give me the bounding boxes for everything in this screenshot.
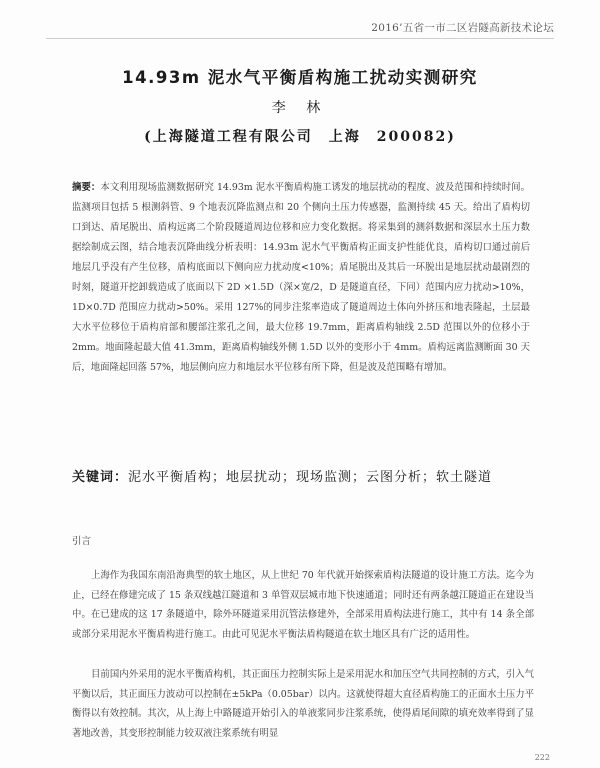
abstract-block: [72, 178, 530, 378]
paper-author: 李 林: [271, 100, 329, 116]
body-text: [72, 566, 534, 743]
page-number: 222: [534, 753, 550, 762]
keywords-label: 关键词：: [72, 470, 129, 485]
paper-affiliation: (上海隧道工程有限公司 上海 200082): [144, 129, 456, 145]
abstract-text: 本文利用现场监测数据研究 14.93m 泥水平衡盾构施工诱发的地层扰动的程度、波及范围和持续时间。监测项目包括 5 根测斜管、9 个地表沉降监测点和 20 个侧向土压力传感器，监测持续 45 天。给出了盾构切口到达、盾尾脱出、盾构远离二个阶段隧道周边位移和应力变化数据。将采集到的测斜数据和深层水土压力数据绘制成云图，结合地表沉降曲线分析表明：14.93m 泥水气平衡盾构正面支护性能优良，盾构切口通过前后地层几乎没有产生位移，盾构底面以下侧向应力扰动度<10%；盾尾脱出及其后一环脱出是地层扰动最剧烈的时刻，隧道开挖卸载造成了底面以下 2D ×1.5D（深×宽/2，D 是隧道直径，下同）范围内应力扰动>10%，1D×0.7D 范围应力扰动>50%。采用 127%的同步注浆率造成了隧道周边土体向外挤压和地表隆起，土层最大水平位移位于盾构肩部和腰部注浆孔之间，最大位移 19.7mm，距离盾构轴线 2.5D 范围以外的位移小于 2mm。地面隆起最大值 41.3mm，距离盾构轴线外侧 1.5D 以外的变形小于 4mm。盾构远离监测断面 30 天后，地面隆起回落 57%，地层侧向应力和地层水平位移有所下降，但是波及范围略有增加。: [72, 182, 530, 373]
running-header: 2016’五省一市二区岩隧高新技术论坛: [371, 22, 554, 34]
section-heading-introduction: 引言: [72, 536, 92, 547]
header-divider: [46, 38, 554, 39]
abstract-label: 摘要：: [72, 182, 101, 193]
keywords-block: [72, 468, 542, 488]
paper-title: 14.93m 泥水气平衡盾构施工扰动实测研究: [122, 68, 478, 87]
body-paragraph: 目前国内外采用的泥水平衡盾构机，其正面压力控制实际上是采用泥水和加压空气共同控制的方式，引入气平衡以后，其正面压力波动可以控制在±5kPa（0.05bar）以内。这就使得超大直径盾构施工的正面水土压力平衡得以有效控制。其次，从上海上中路隧道开始引入的单液浆同步注浆系统，使得盾尾间隙的填充效率得到了显著地改善，其变形控制能力较双液注浆系统有明显: [72, 669, 534, 739]
keywords-text: 泥水平衡盾构；地层扰动；现场监测；云图分析；软土隧道: [128, 470, 493, 485]
body-paragraph: 上海作为我国东南沿海典型的软土地区，从上世纪 70 年代就开始探索盾构法隧道的设计施工方法。迄今为止，已经在修建完成了 15 条双线越江隧道和 3 单管双层城市地下快速通道；同时还有两条越江隧道正在建设当中。在已建成的这 17 条隧道中，除外环隧道采用沉管法修建外，全部采用盾构法进行施工，其中有 14 条全部或部分采用泥水平衡盾构进行施工。由此可见泥水平衡法盾构隧道在软土地区具有广泛的适用性。: [72, 570, 534, 640]
